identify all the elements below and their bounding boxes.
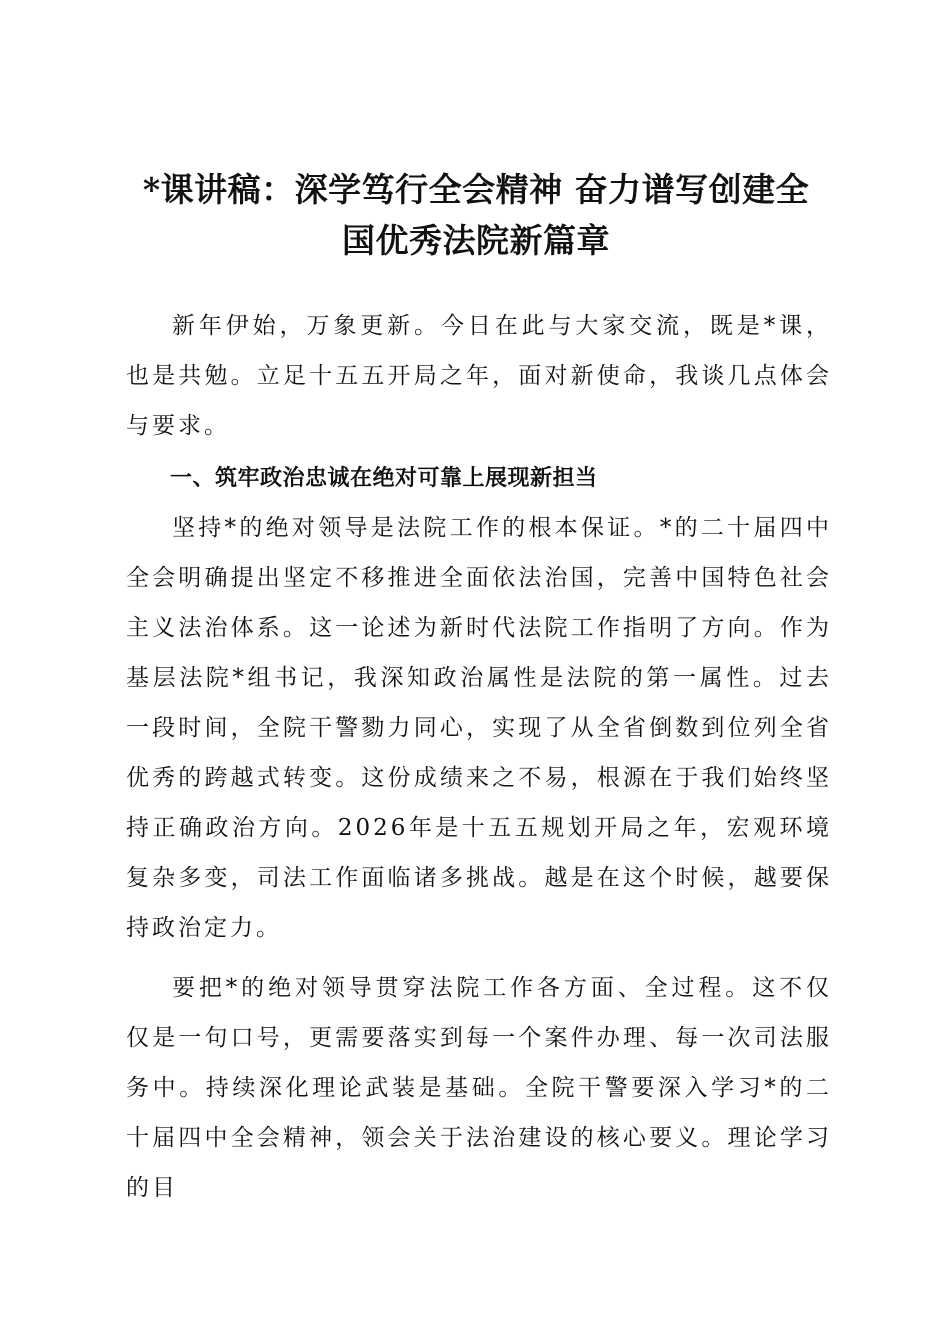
intro-paragraph: 新年伊始，万象更新。今日在此与大家交流，既是*课，也是共勉。立足十五五开局之年，面对新使命，我谈几点体会与要求。 bbox=[126, 313, 832, 439]
document-title bbox=[120, 164, 832, 266]
title-line-1: *课讲稿：深学笃行全会精神 奋力谱写创建全 bbox=[142, 170, 810, 209]
section1-paragraph-1: 坚持*的绝对领导是法院工作的根本保证。*的二十届四中全会明确提出坚定不移推进全面依法治国，完善中国特色社会主义法治体系。这一论述为新时代法院工作指明了方向。作为基层法院*组书记，我深知政治属性是法院的第一属性。过去一段时间，全院干警勠力同心，实现了从全省倒数到位列全省优秀的跨越式转变。这份成绩来之不易，根源在于我们始终坚持正确政治方向。2026年是十五五规划开局之年，宏观环境复杂多变，司法工作面临诸多挑战。越是在这个时候，越要保持政治定力。 bbox=[126, 515, 832, 941]
section-heading-1: 一、筑牢政治忠诚在绝对可靠上展现新担当 bbox=[170, 466, 598, 491]
title-line-2: 国优秀法院新篇章 bbox=[342, 221, 610, 260]
section1-paragraph-2: 要把*的绝对领导贯穿法院工作各方面、全过程。这不仅仅是一句口号，更需要落实到每一个案件办理、每一次司法服务中。持续深化理论武装是基础。全院干警要深入学习*的二十届四中全会精神，领会关于法治建设的核心要义。理论学习的目 bbox=[126, 975, 832, 1201]
document-body bbox=[126, 301, 832, 1213]
